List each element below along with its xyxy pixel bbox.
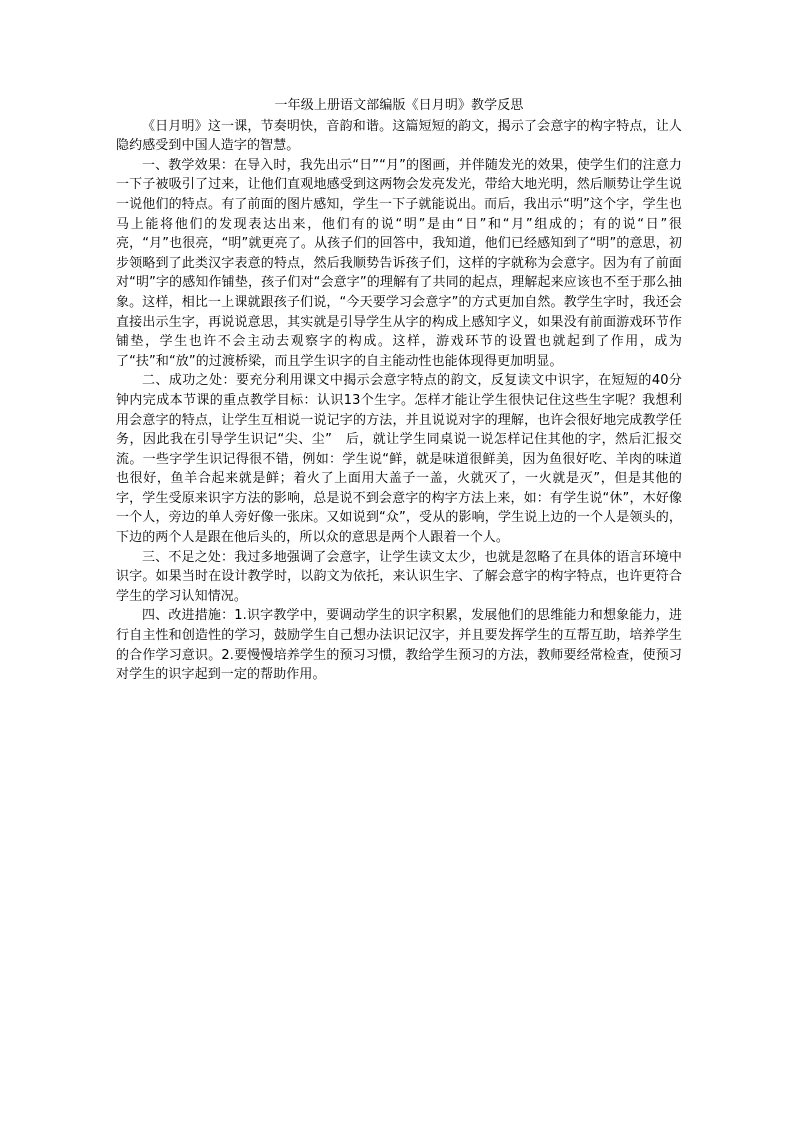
paragraph-intro: 《日月明》这一课，节奏明快，音韵和谐。这篇短短的韵文，揭示了会意字的构字特点，让人隐约感受到中国人造字的智慧。 xyxy=(116,118,682,154)
paragraph-teaching-effect: 一、教学效果：在导入时，我先出示“日”“月”的图画，并伴随发光的效果，使学生们的注意力一下子被吸引了过来，让他们直观地感受到这两物会发亮发光，带给大地光明，然后顺势让学生说一说他们的特点。有了前面的图片感知，学生一下子就能说出。而后，我出示“明”这个字，学生也马上能将他们的发现表达出来，他们有的说“明”是由“日”和“月”组成的；有的说“日”很亮，“月”也很亮，“明”就更亮了。从孩子们的回答中，我知道，他们已经感知到了“明”的意思，初步领略到了此类汉字表意的特点，然后我顺势告诉孩子们，这样的字就称为会意字。因为有了前面对“明”字的感知作铺垫，孩子们对“会意字”的理解有了共同的起点，理解起来应该也不至于那么抽象。这样，相比一上课就跟孩子们说，“今天要学习会意字”的方式更加自然。教学生字时，我还会直接出示生字，再说说意思，其实就是引导学生从字的构成上感知字义，如果没有前面游戏环节作铺垫，学生也许不会主动去观察字的构成。这样，游戏环节的设置也就起到了作用，成为了“扶”和“放”的过渡桥梁，而且学生识字的自主能动性也能体现得更加明显。 xyxy=(116,157,682,369)
paragraph-improvements: 四、改进措施：1.识字教学中，要调动学生的识字积累，发展他们的思维能力和想象能力，进行自主性和创造性的学习，鼓励学生自己想办法识记汉字，并且要发挥学生的互帮互助，培养学生的合作学习意识。2.要慢慢培养学生的预习习惯，教给学生预习的方法，教师要经常检查，使预习对学生的识字起到一定的帮助作用。 xyxy=(116,608,682,683)
document-title: 一年级上册语文部编版《日月明》教学反思 xyxy=(274,98,524,113)
paragraph-shortcomings: 三、不足之处：我过多地强调了会意字，让学生读文太少，也就是忽略了在具体的语言环境中识字。如果当时在设计教学时，以韵文为依托，来认识生字、了解会意字的构字特点，也许更符合学生的学习认知情况。 xyxy=(116,549,682,604)
paragraph-successes: 二、成功之处：要充分利用课文中揭示会意字特点的韵文，反复读文中识字，在短短的40分钟内完成本节课的重点教学目标：认识13个生字。怎样才能让学生很快记住这些生字呢？我想利用会意字的特点，让学生互相说一说记字的方法，并且说说对字的理解，也许会很好地完成教学任务，因此我在引导学生识记“尖、尘” 后，就让学生同桌说一说怎样记住其他的字，然后汇报交流。一些字学生识记得很不错，例如：学生说“鲜，就是味道很鲜美，因为鱼很好吃、羊肉的味道也很好，鱼羊合起来就是鲜；着火了上面用大盖子一盖，火就灭了，一火就是灭”，但是其他的字，学生受原来识字方法的影响，总是说不到会意字的构字方法上来，如：有学生说“休”，木好像一个人，旁边的单人旁好像一张床。又如说到“众”，受从的影响，学生说上边的一个人是领头的，下边的两个人是跟在他后头的，所以众的意思是两个人跟着一个人。 xyxy=(116,373,682,546)
document-page xyxy=(116,96,682,685)
